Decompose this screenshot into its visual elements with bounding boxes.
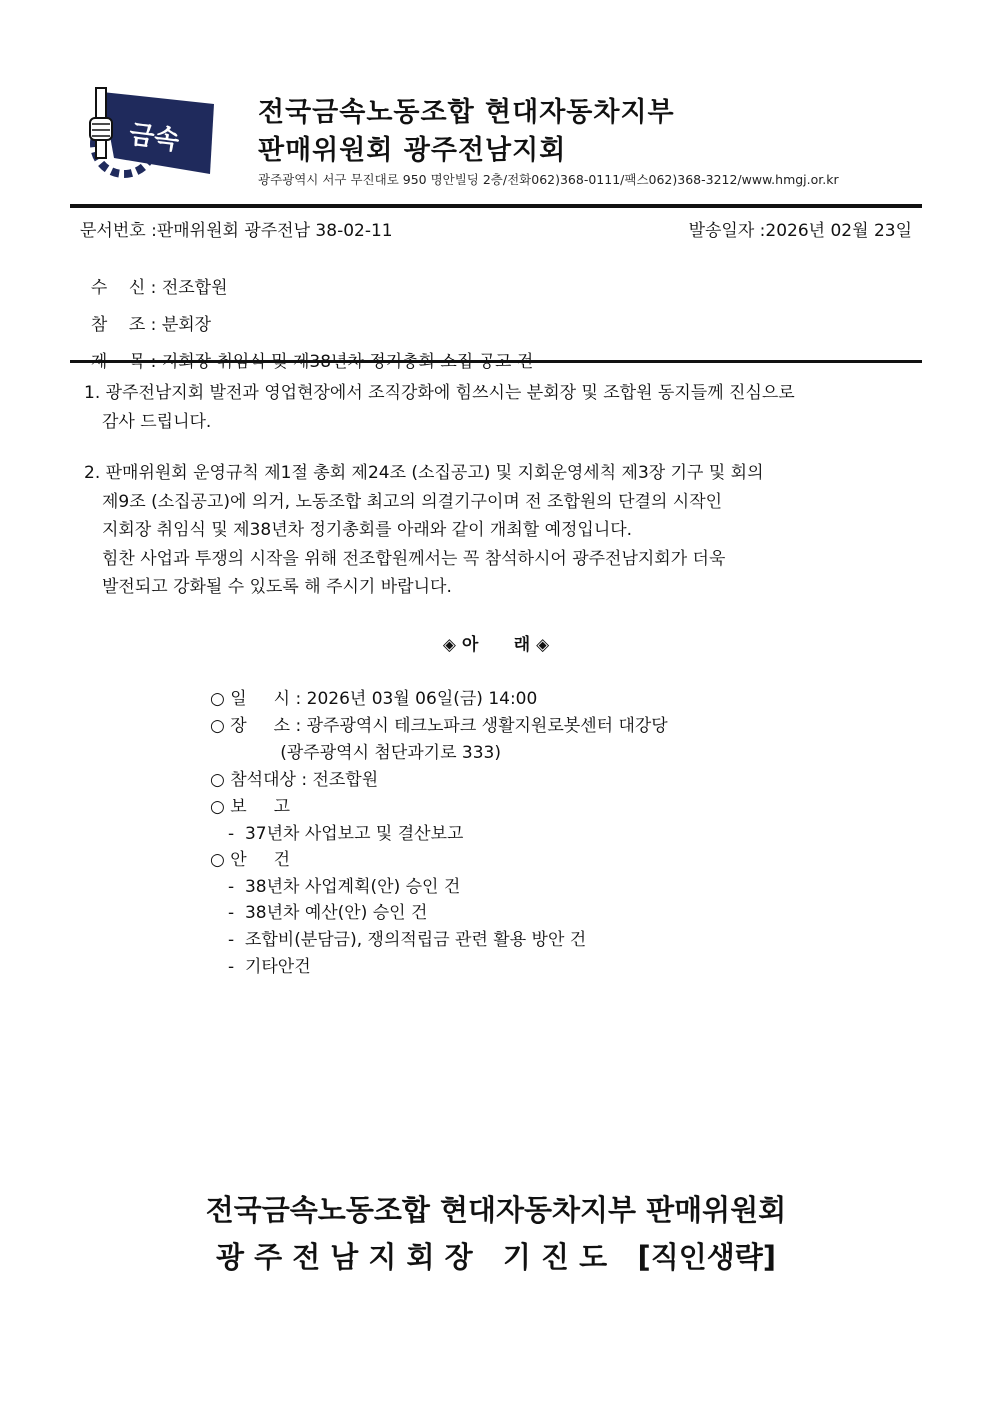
agenda-item: - 기타안건 xyxy=(228,957,311,977)
paragraph-2-line: 제9조 (소집공고)에 의거, 노동조합 최고의 의결기구이며 전 조합원의 단결의 시작인 xyxy=(102,491,723,512)
paragraph-2-line: 2. 판매위원회 운영규칙 제1절 총회 제24조 (소집공고) 및 지회운영세칙 제3장 기구 및 회의 xyxy=(84,463,764,483)
report-heading: ○ 보 고 xyxy=(210,797,291,817)
send-date-label: 발송일자 : xyxy=(688,221,766,241)
signature-org: 전국금속노동조합 현대자동차지부 판매위원회 xyxy=(205,1193,787,1227)
meeting-date: ○ 일 시 : 2026년 03월 06일(금) 14:00 xyxy=(210,689,538,709)
paragraph-1-line: 1. 광주전남지회 발전과 영업현장에서 조직강화에 힘쓰시는 분회장 및 조합원 동지들께 진심으로 xyxy=(84,383,795,403)
agenda-item: - 조합비(분담금), 쟁의적립금 관련 활용 방안 건 xyxy=(228,930,587,950)
meeting-place-address: (광주광역시 첨단과기로 333) xyxy=(210,743,501,763)
paragraph-1-line: 감사 드립니다. xyxy=(102,411,212,432)
send-date-value: 2026년 02월 23일 xyxy=(765,221,912,241)
header-divider xyxy=(70,204,922,208)
paragraph-2-line: 지회장 취임식 및 제38년차 정기총회를 아래와 같이 개최할 예정입니다. xyxy=(102,520,633,540)
org-address: 광주광역시 서구 무진대로 950 명안빌딩 2층/전화062)368-0111/팩스062)368-3212/www.hmgj.or.kr xyxy=(258,172,839,187)
report-item: - 37년차 사업보고 및 결산보고 xyxy=(228,824,464,844)
reference-label: 참 조 : xyxy=(90,315,162,335)
meeting-place: ○ 장 소 : 광주광역시 테크노파크 생활지원로봇센터 대강당 xyxy=(210,716,668,736)
subject-row xyxy=(80,327,533,372)
doc-number-value: 판매위원회 광주전남 38-02-11 xyxy=(156,221,393,241)
agenda-item: - 38년차 사업계획(안) 승인 건 xyxy=(228,877,461,897)
reference-value: 분회장 xyxy=(161,315,212,335)
paragraph-2 xyxy=(84,459,764,602)
agenda-heading: ○ 안 건 xyxy=(210,850,291,870)
logo-text: 금속 xyxy=(127,119,182,157)
paragraph-2-line: 발전되고 강화될 수 있도록 해 주시기 바랍니다. xyxy=(102,577,452,597)
union-logo xyxy=(84,84,224,184)
paragraph-2-line: 힘찬 사업과 투쟁의 시작을 위해 전조합원께서는 꼭 참석하시어 광주전남지회가 더욱 xyxy=(102,548,726,569)
agenda-item: - 38년차 예산(안) 승인 건 xyxy=(228,903,428,923)
meta-divider xyxy=(70,360,922,363)
recipient-label: 수 신 : xyxy=(90,278,162,298)
send-date-row xyxy=(689,216,912,241)
org-name-line1: 전국금속노동조합 현대자동차지부 xyxy=(258,97,675,128)
meeting-attendees: ○ 참석대상 : 전조합원 xyxy=(210,770,379,790)
doc-number-label: 문서번호 : xyxy=(80,221,157,241)
paragraph-1 xyxy=(84,379,795,436)
signature-name: 광 주 전 남 지 회 장 기 진 도 [직인생략] xyxy=(215,1240,777,1274)
recipient-value: 전조합원 xyxy=(161,278,228,298)
doc-number-row xyxy=(80,216,393,241)
org-name-line2: 판매위원회 광주전남지회 xyxy=(258,135,567,166)
notice-title: ◈ 아 래 ◈ xyxy=(442,635,550,655)
